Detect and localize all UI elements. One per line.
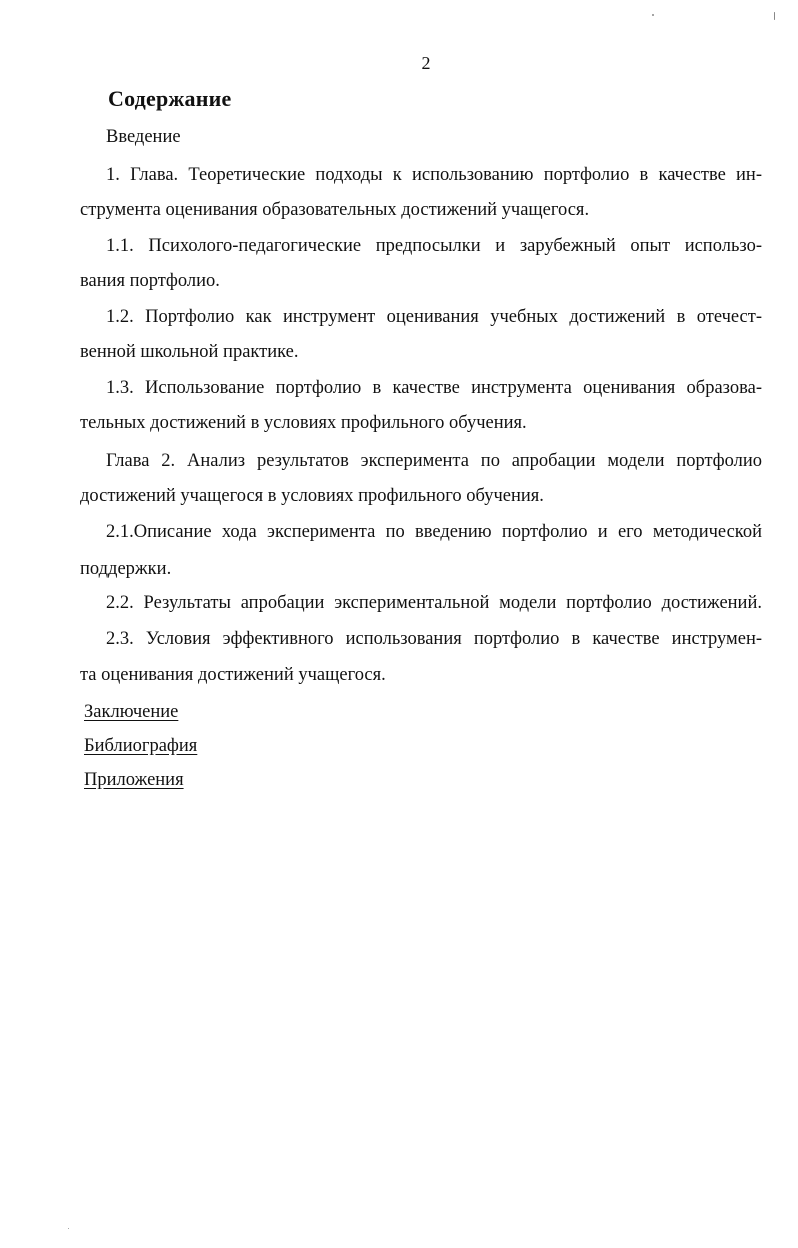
page-number: 2: [421, 53, 431, 73]
toc-link-bibliography[interactable]: Библиография: [84, 736, 198, 756]
toc-entry-section-2-3-line-2: та оценивания достижений учащегося.: [80, 665, 386, 685]
toc-entry-section-2-1-line-2: поддержки.: [80, 559, 172, 579]
scan-speck: [774, 12, 775, 20]
scan-speck: [652, 14, 654, 16]
toc-entry-section-1-1-line-2: вания портфолио.: [80, 271, 220, 291]
toc-entry-section-1-3-line-1: 1.3. Использование портфолио в качестве инструмента оценивания образова-: [106, 378, 762, 398]
toc-entry-chapter-2-line-1: Глава 2. Анализ результатов эксперимента по апробации модели портфолио: [106, 451, 762, 471]
toc-entry-section-1-3-line-2: тельных достижений в условиях профильного обучения.: [80, 413, 527, 433]
toc-entry-chapter-1-line-2: струмента оценивания образовательных достижений учащегося.: [80, 200, 590, 220]
toc-entry-section-1-2-line-2: венной школьной практике.: [80, 342, 299, 362]
toc-entry-section-1-2-line-1: 1.2. Портфолио как инструмент оценивания учебных достижений в отечест-: [106, 307, 762, 327]
toc-entry-section-2-2-line-1: 2.2. Результаты апробации экспериментальной модели портфолио достижений.: [106, 593, 762, 613]
scan-speck: [68, 1228, 69, 1229]
toc-title: Содержание: [108, 86, 232, 111]
toc-entry-chapter-2-line-2: достижений учащегося в условиях профильного обучения.: [80, 486, 544, 506]
toc-entry-section-2-1-line-1: 2.1.Описание хода эксперимента по введению портфолио и его методической: [106, 522, 762, 542]
toc-entry-section-1-1-line-1: 1.1. Психолого-педагогические предпосылки и зарубежный опыт использо-: [106, 236, 762, 256]
toc-entry-section-2-3-line-1: 2.3. Условия эффективного использования портфолио в качестве инструмен-: [106, 629, 762, 649]
toc-entry-chapter-1-line-1: 1. Глава. Теоретические подходы к использованию портфолио в качестве ин-: [106, 165, 762, 185]
toc-link-conclusion[interactable]: Заключение: [84, 702, 179, 722]
toc-entry-introduction: Введение: [106, 127, 181, 147]
toc-link-appendices[interactable]: Приложения: [84, 770, 184, 790]
